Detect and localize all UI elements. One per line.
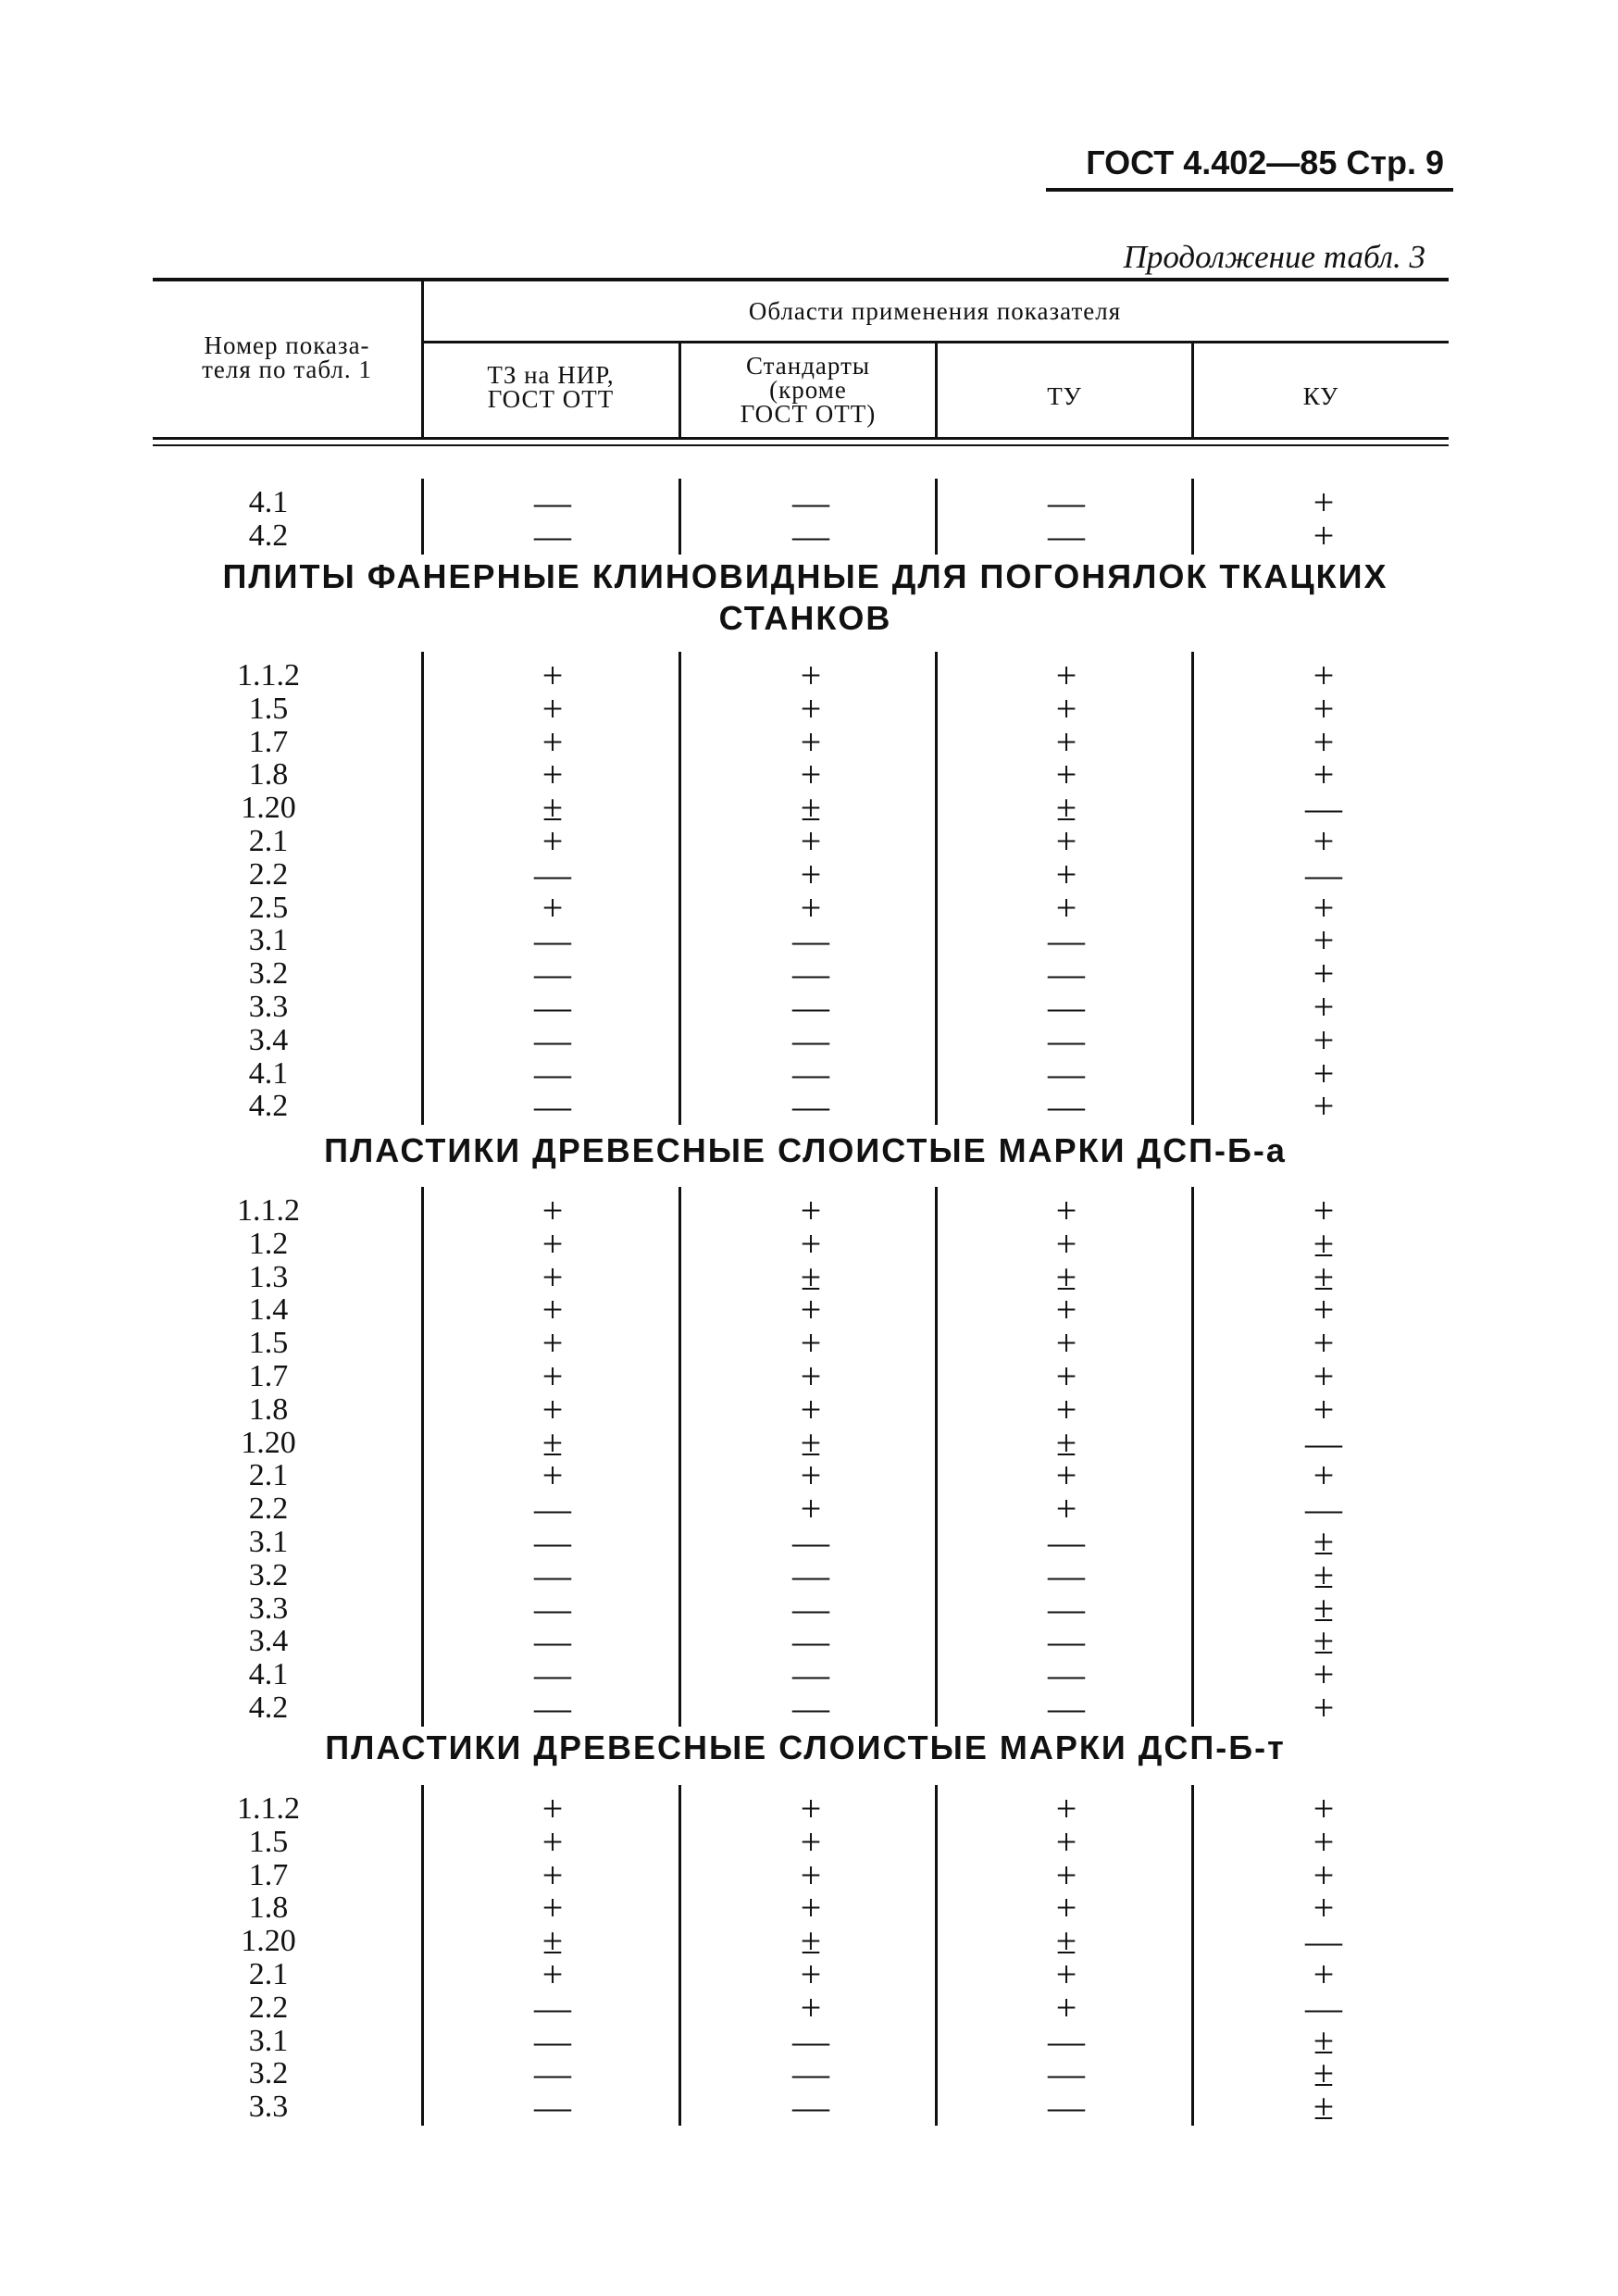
applicability-mark: + xyxy=(1055,1190,1077,1231)
applicability-mark: + xyxy=(800,687,822,730)
indicator-number: 3.1 xyxy=(248,923,289,958)
column-header-tu: ТУ xyxy=(1047,382,1082,410)
applicability-mark: — xyxy=(1305,1920,1342,1963)
applicability-mark: + xyxy=(1313,886,1335,929)
applicability-mark: ± xyxy=(801,1421,821,1464)
applicability-mark: — xyxy=(792,953,829,995)
applicability-mark: ± xyxy=(1313,2086,1334,2128)
column-group-header: Области применения показателя xyxy=(748,297,1122,325)
applicability-mark: ± xyxy=(1056,1920,1077,1963)
indicator-number: 3.2 xyxy=(248,1557,289,1592)
applicability-mark: — xyxy=(792,1653,829,1696)
indicator-number: 1.8 xyxy=(248,1391,289,1427)
applicability-mark: + xyxy=(1055,1953,1077,1995)
applicability-mark: — xyxy=(792,919,829,962)
applicability-mark: — xyxy=(1048,1620,1085,1663)
indicator-number: 2.1 xyxy=(248,1957,289,1991)
applicability-mark: + xyxy=(1055,1289,1077,1331)
applicability-mark: — xyxy=(1305,853,1342,895)
applicability-mark: — xyxy=(792,1018,829,1061)
applicability-mark: — xyxy=(1048,1653,1085,1696)
applicability-mark: — xyxy=(792,986,829,1028)
applicability-mark: — xyxy=(534,514,571,556)
applicability-mark: — xyxy=(534,853,571,895)
applicability-mark: + xyxy=(1313,1085,1335,1128)
applicability-mark: + xyxy=(1313,1190,1335,1231)
applicability-mark: — xyxy=(792,1521,829,1563)
table-row xyxy=(0,514,1618,556)
applicability-mark: ± xyxy=(1056,1421,1077,1464)
applicability-mark: + xyxy=(1055,1986,1077,2028)
applicability-mark: + xyxy=(800,1488,822,1530)
applicability-mark: + xyxy=(800,1388,822,1430)
indicator-number: 3.4 xyxy=(248,1022,289,1057)
applicability-mark: + xyxy=(1313,1653,1335,1696)
applicability-mark: + xyxy=(541,1388,564,1430)
applicability-mark: — xyxy=(1048,481,1085,523)
applicability-mark: — xyxy=(792,1587,829,1629)
indicator-number: 3.3 xyxy=(248,2090,289,2125)
applicability-mark: + xyxy=(1055,886,1077,929)
applicability-mark: + xyxy=(541,1322,564,1365)
applicability-mark: + xyxy=(1055,1788,1077,1829)
applicability-mark: — xyxy=(1048,514,1085,556)
indicator-number: 2.2 xyxy=(248,1990,289,2025)
applicability-mark: + xyxy=(541,1355,564,1397)
applicability-mark: ± xyxy=(1056,787,1077,830)
applicability-mark: + xyxy=(800,1322,822,1365)
applicability-mark: + xyxy=(800,720,822,763)
applicability-mark: + xyxy=(1055,1322,1077,1365)
indicator-number: 3.4 xyxy=(248,1624,289,1659)
applicability-mark: ± xyxy=(801,1920,821,1963)
indicator-number: 4.1 xyxy=(248,485,289,519)
table-top-rule xyxy=(153,278,1449,281)
applicability-mark: — xyxy=(534,919,571,962)
applicability-mark: + xyxy=(1313,1355,1335,1397)
applicability-mark: + xyxy=(1313,720,1335,763)
table-divider-left xyxy=(421,278,424,440)
applicability-mark: + xyxy=(1313,1887,1335,1929)
indicator-number: 1.20 xyxy=(241,791,296,826)
applicability-mark: — xyxy=(1048,2086,1085,2128)
indicator-number: 3.3 xyxy=(248,1591,289,1626)
indicator-number: 1.8 xyxy=(248,1890,289,1926)
applicability-mark: — xyxy=(1305,1421,1342,1464)
applicability-mark: + xyxy=(1313,1388,1335,1430)
applicability-mark: — xyxy=(534,1554,571,1596)
applicability-mark: — xyxy=(534,1018,571,1061)
applicability-mark: + xyxy=(800,1820,822,1863)
section-title: ПЛАСТИКИ ДРЕВЕСНЫЕ СЛОИСТЫЕ МАРКИ ДСП-Б-т xyxy=(325,1728,1286,1766)
applicability-mark: + xyxy=(1055,1454,1077,1497)
indicator-number: 1.8 xyxy=(248,757,289,792)
applicability-mark: + xyxy=(1313,919,1335,962)
applicability-mark: + xyxy=(800,1355,822,1397)
applicability-mark: ± xyxy=(1313,1587,1334,1629)
applicability-mark: + xyxy=(1313,1788,1335,1829)
applicability-mark: + xyxy=(541,1953,564,1995)
indicator-number: 2.2 xyxy=(248,856,289,892)
section-title: ПЛИТЫ ФАНЕРНЫЕ КЛИНОВИДНЫЕ ДЛЯ ПОГОНЯЛОК ТКАЦКИХ СТАНКОВ xyxy=(222,557,1388,637)
applicability-mark: — xyxy=(1048,919,1085,962)
applicability-mark: ± xyxy=(1313,2053,1334,2095)
applicability-mark: + xyxy=(1055,1853,1077,1896)
applicability-mark: + xyxy=(1313,481,1335,523)
applicability-mark: ± xyxy=(801,787,821,830)
continuation-label: Продолжение табл. 3 xyxy=(1123,239,1425,275)
applicability-mark: + xyxy=(800,820,822,862)
table-head-bottom-rule xyxy=(153,437,1449,440)
applicability-mark: ± xyxy=(1056,1255,1077,1298)
applicability-mark: — xyxy=(534,1620,571,1663)
applicability-mark: ± xyxy=(801,1255,821,1298)
indicator-number: 2.1 xyxy=(248,824,289,858)
applicability-mark: + xyxy=(541,1853,564,1896)
indicator-number: 1.7 xyxy=(248,724,289,759)
applicability-mark: + xyxy=(1055,1887,1077,1929)
applicability-mark: + xyxy=(1313,1454,1335,1497)
applicability-mark: + xyxy=(800,886,822,929)
applicability-mark: + xyxy=(541,1887,564,1929)
applicability-mark: + xyxy=(1055,655,1077,696)
applicability-mark: — xyxy=(1048,1085,1085,1128)
applicability-mark: + xyxy=(541,820,564,862)
applicability-mark: + xyxy=(541,1190,564,1231)
indicator-number: 4.2 xyxy=(248,1089,289,1124)
applicability-mark: — xyxy=(1048,1521,1085,1563)
applicability-mark: — xyxy=(534,1986,571,2028)
applicability-mark: — xyxy=(1048,2019,1085,2062)
applicability-mark: ± xyxy=(542,1421,563,1464)
column-header-tz: ТЗ на НИР, ГОСТ ОТТ xyxy=(487,361,615,413)
applicability-mark: — xyxy=(1048,953,1085,995)
applicability-mark: + xyxy=(1055,1222,1077,1265)
indicator-number: 1.5 xyxy=(248,1824,289,1859)
applicability-mark: + xyxy=(541,886,564,929)
applicability-mark: + xyxy=(1313,514,1335,556)
page-header: ГОСТ 4.402—85 Стр. 9 xyxy=(1086,144,1444,181)
applicability-mark: — xyxy=(534,2053,571,2095)
indicator-number: 1.5 xyxy=(248,1326,289,1361)
indicator-number: 1.20 xyxy=(241,1425,296,1460)
applicability-mark: — xyxy=(792,514,829,556)
applicability-mark: + xyxy=(800,1887,822,1929)
applicability-mark: + xyxy=(800,853,822,895)
applicability-mark: + xyxy=(1313,1953,1335,1995)
indicator-number: 1.3 xyxy=(248,1259,289,1294)
indicator-number: 1.4 xyxy=(248,1292,289,1328)
applicability-mark: — xyxy=(792,2086,829,2128)
applicability-mark: — xyxy=(1048,1554,1085,1596)
applicability-mark: + xyxy=(1313,1322,1335,1365)
applicability-mark: ± xyxy=(1313,1521,1334,1563)
indicator-number: 2.2 xyxy=(248,1491,289,1527)
applicability-mark: + xyxy=(800,754,822,796)
header-rule xyxy=(1046,188,1453,192)
applicability-mark: ± xyxy=(542,787,563,830)
applicability-mark: + xyxy=(1055,1820,1077,1863)
applicability-mark: + xyxy=(1055,754,1077,796)
applicability-mark: + xyxy=(541,687,564,730)
applicability-mark: ± xyxy=(542,1920,563,1963)
column-header-ku: КУ xyxy=(1302,382,1339,410)
applicability-mark: + xyxy=(1313,986,1335,1028)
applicability-mark: + xyxy=(541,754,564,796)
applicability-mark: + xyxy=(541,655,564,696)
applicability-mark: ± xyxy=(1313,1620,1334,1663)
applicability-mark: + xyxy=(1313,1289,1335,1331)
applicability-mark: + xyxy=(1055,687,1077,730)
applicability-mark: + xyxy=(800,1454,822,1497)
indicator-number: 2.1 xyxy=(248,1458,289,1493)
table-row xyxy=(0,2086,1618,2128)
applicability-mark: + xyxy=(800,1953,822,1995)
applicability-mark: — xyxy=(534,1687,571,1728)
applicability-mark: + xyxy=(800,1190,822,1231)
applicability-mark: + xyxy=(800,1222,822,1265)
indicator-number: 4.1 xyxy=(248,1657,289,1692)
applicability-mark: — xyxy=(534,481,571,523)
applicability-mark: — xyxy=(1305,787,1342,830)
applicability-mark: + xyxy=(1313,1687,1335,1728)
applicability-mark: — xyxy=(1048,2053,1085,2095)
head-divider-3 xyxy=(1191,341,1194,440)
applicability-mark: — xyxy=(1048,1052,1085,1094)
indicator-number: 1.5 xyxy=(248,691,289,726)
table-head-bottom-rule-2 xyxy=(153,444,1449,446)
applicability-mark: + xyxy=(1055,1388,1077,1430)
indicator-number: 3.2 xyxy=(248,956,289,992)
applicability-mark: + xyxy=(800,1853,822,1896)
applicability-mark: + xyxy=(1313,820,1335,862)
applicability-mark: + xyxy=(800,1986,822,2028)
applicability-mark: + xyxy=(541,1222,564,1265)
head-divider-1 xyxy=(678,341,681,440)
applicability-mark: + xyxy=(1055,1355,1077,1397)
applicability-mark: + xyxy=(1313,1853,1335,1896)
applicability-mark: + xyxy=(1055,853,1077,895)
applicability-mark: — xyxy=(792,2053,829,2095)
applicability-mark: — xyxy=(1048,1018,1085,1061)
head-divider-2 xyxy=(935,341,938,440)
applicability-mark: — xyxy=(1305,1488,1342,1530)
applicability-mark: + xyxy=(1055,1488,1077,1530)
applicability-mark: + xyxy=(541,1820,564,1863)
applicability-mark: — xyxy=(534,2019,571,2062)
applicability-mark: — xyxy=(534,1052,571,1094)
applicability-mark: — xyxy=(1048,1587,1085,1629)
applicability-mark: + xyxy=(1313,953,1335,995)
applicability-mark: + xyxy=(541,1255,564,1298)
applicability-mark: — xyxy=(792,1620,829,1663)
indicator-number: 4.2 xyxy=(248,518,289,553)
applicability-mark: + xyxy=(800,1788,822,1829)
applicability-mark: ± xyxy=(1313,2019,1334,2062)
applicability-mark: + xyxy=(1313,1820,1335,1863)
applicability-mark: — xyxy=(534,986,571,1028)
column-header-standards: Стандарты (кроме ГОСТ ОТТ) xyxy=(740,352,877,428)
applicability-mark: — xyxy=(534,953,571,995)
applicability-mark: + xyxy=(541,1788,564,1829)
section-title: ПЛАСТИКИ ДРЕВЕСНЫЕ СЛОИСТЫЕ МАРКИ ДСП-Б-а xyxy=(324,1131,1287,1169)
applicability-mark: + xyxy=(1055,720,1077,763)
applicability-mark: — xyxy=(534,1085,571,1128)
indicator-number: 4.1 xyxy=(248,1055,289,1091)
applicability-mark: ± xyxy=(1313,1255,1334,1298)
indicator-number: 1.1.2 xyxy=(237,658,300,693)
applicability-mark: — xyxy=(534,2086,571,2128)
indicator-number: 1.2 xyxy=(248,1226,289,1261)
indicator-number: 1.7 xyxy=(248,1359,289,1393)
applicability-mark: + xyxy=(800,1289,822,1331)
table-row xyxy=(0,1085,1618,1128)
indicator-number: 3.1 xyxy=(248,2023,289,2058)
applicability-mark: + xyxy=(541,720,564,763)
applicability-mark: — xyxy=(1048,986,1085,1028)
applicability-mark: — xyxy=(534,1521,571,1563)
applicability-mark: — xyxy=(792,1554,829,1596)
applicability-mark: + xyxy=(800,655,822,696)
indicator-number: 2.5 xyxy=(248,890,289,925)
indicator-number: 1.20 xyxy=(241,1924,296,1959)
indicator-number: 3.1 xyxy=(248,1525,289,1559)
applicability-mark: + xyxy=(1313,1018,1335,1061)
applicability-mark: — xyxy=(534,1587,571,1629)
applicability-mark: + xyxy=(541,1454,564,1497)
column-header-indicator-number: Номер показа- теля по табл. 1 xyxy=(202,331,372,383)
indicator-number: 3.2 xyxy=(248,2056,289,2091)
indicator-number: 1.1.2 xyxy=(237,1791,300,1826)
applicability-mark: — xyxy=(792,1085,829,1128)
applicability-mark: + xyxy=(1313,687,1335,730)
applicability-mark: + xyxy=(1313,754,1335,796)
applicability-mark: — xyxy=(792,1052,829,1094)
applicability-mark: — xyxy=(1305,1986,1342,2028)
applicability-mark: — xyxy=(792,1687,829,1728)
applicability-mark: ± xyxy=(1313,1554,1334,1596)
applicability-mark: — xyxy=(792,2019,829,2062)
table-row xyxy=(0,1687,1618,1728)
applicability-mark: — xyxy=(1048,1687,1085,1728)
indicator-number: 4.2 xyxy=(248,1691,289,1725)
applicability-mark: + xyxy=(1313,1052,1335,1094)
indicator-number: 1.1.2 xyxy=(237,1193,300,1228)
indicator-number: 3.3 xyxy=(248,990,289,1024)
applicability-mark: — xyxy=(534,1653,571,1696)
applicability-mark: ± xyxy=(1313,1222,1334,1265)
applicability-mark: + xyxy=(1313,655,1335,696)
applicability-mark: + xyxy=(1055,820,1077,862)
applicability-mark: — xyxy=(534,1488,571,1530)
indicator-number: 1.7 xyxy=(248,1857,289,1892)
applicability-mark: — xyxy=(792,481,829,523)
applicability-mark: + xyxy=(541,1289,564,1331)
